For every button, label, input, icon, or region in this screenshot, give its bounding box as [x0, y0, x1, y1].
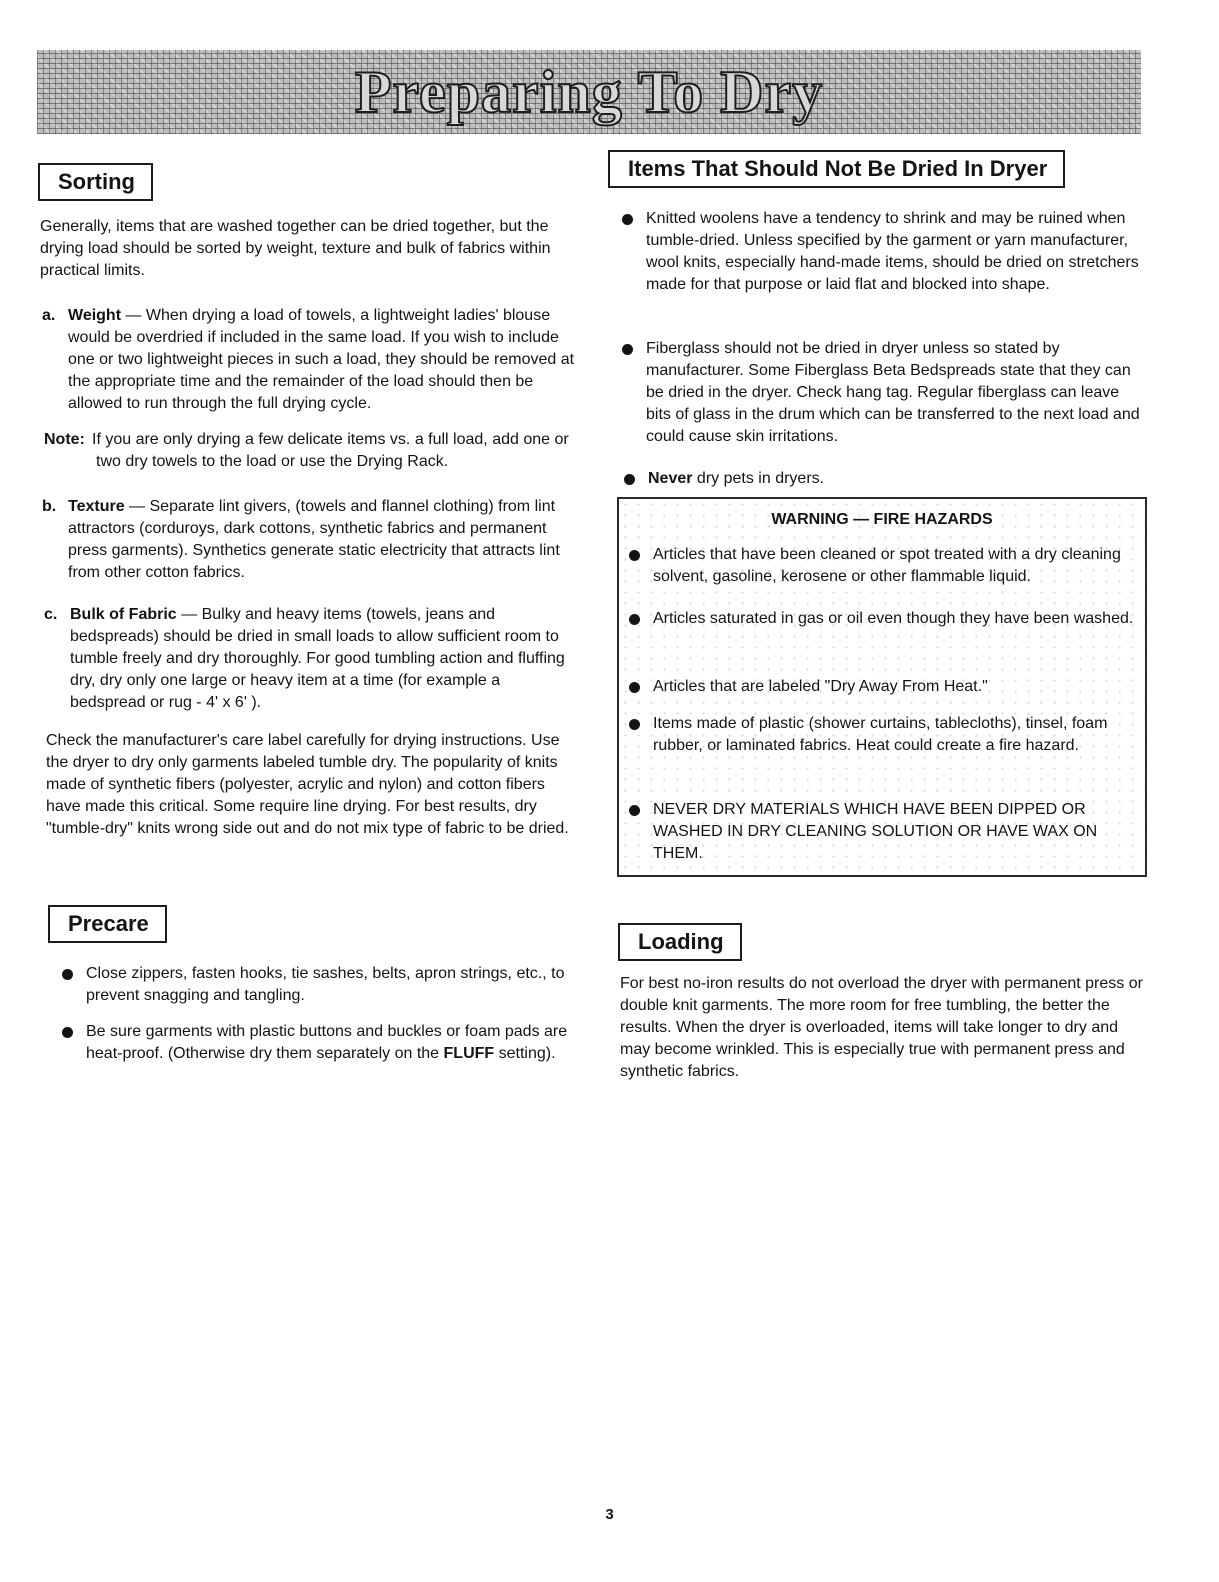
item-lead: Texture — [68, 498, 125, 515]
page-number: 3 — [605, 1506, 614, 1523]
note-text: If you are only drying a few delicate items vs. a full load, add one or two dry towels to the load or use the Drying Rack. — [92, 431, 569, 470]
item-marker: b. — [42, 498, 57, 515]
never-dry-pets-bullet — [624, 468, 1146, 490]
warning-bullet — [629, 608, 1135, 630]
title-banner — [37, 50, 1141, 134]
page-title: Preparing To Dry — [354, 59, 824, 125]
bullet-dot — [622, 344, 633, 355]
warning-bullet — [629, 799, 1135, 865]
fluff-setting-label: FLUFF — [443, 1045, 495, 1062]
sorting-item-weight — [42, 305, 578, 415]
bullet-text: Be sure garments with plastic buttons and buckles or foam pads are heat-proof. (Otherwise dry them separately on the — [86, 1023, 568, 1062]
not-dried-bullet — [622, 208, 1146, 296]
bullet-text: Items made of plastic (shower curtains, tablecloths), tinsel, foam rubber, or laminated fabrics. Heat could create a fire hazard. — [653, 715, 1108, 754]
item-lead: Weight — [68, 307, 122, 324]
bullet-text: Fiberglass should not be dried in dryer unless so stated by manufacturer. Some Fiberglass Beta Bedspreads state that they can be dried in the dryer. Check hang tag. Regular fiberglass can leave bits of glass in the drum which can be transferred to the next load and could cause skin irritations. — [646, 340, 1140, 445]
bullet-text: setting). — [494, 1045, 556, 1062]
bullet-dot — [629, 682, 640, 693]
not-dried-bullet — [622, 338, 1146, 448]
warning-title: WARNING — FIRE HAZARDS — [771, 511, 993, 528]
sorting-heading: Sorting — [38, 163, 153, 201]
never-label: Never — [648, 470, 693, 487]
fire-hazard-warning-box — [617, 497, 1147, 877]
loading-paragraph: For best no-iron results do not overload the dryer with permanent press or double knit garments. The more room for free tumbling, the better the results. When the dryer is overloaded, items will take longer to dry and may become wrinkled. This is especially true with permanent press and synthetic fabrics. — [620, 975, 1143, 1080]
bullet-text: Articles that have been cleaned or spot treated with a dry cleaning solvent, gasoline, kerosene or other flammable liquid. — [653, 546, 1121, 585]
warning-bullet — [629, 676, 1135, 698]
sorting-item-bulk — [44, 604, 578, 714]
bullet-dot — [629, 805, 640, 816]
item-marker: c. — [44, 606, 58, 623]
warning-bullet — [629, 713, 1135, 757]
loading-heading: Loading — [618, 923, 742, 961]
warning-bullet — [629, 544, 1135, 588]
sorting-intro: Generally, items that are washed together can be dried together, but the drying load should be sorted by weight, texture and bulk of fabrics within practical limits. — [40, 218, 551, 279]
bullet-dot — [622, 214, 633, 225]
bullet-text: dry pets in dryers. — [692, 470, 825, 487]
bullet-dot — [629, 719, 640, 730]
sorting-note — [44, 429, 578, 473]
not-dried-heading: Items That Should Not Be Dried In Dryer — [608, 150, 1065, 188]
note-label: Note: — [44, 431, 85, 448]
precare-bullet — [62, 963, 584, 1007]
bullet-dot — [624, 474, 635, 485]
item-lead: Bulk of Fabric — [70, 606, 177, 623]
item-text: — Separate lint givers, (towels and flannel clothing) from lint attractors (corduroys, dark cottons, synthetic fabrics and permanent press garments). Synthetics generate static electricity that attracts lint from other cotton fabrics. — [68, 498, 560, 581]
bullet-dot — [62, 969, 73, 980]
bullet-text: Articles saturated in gas or oil even though they have been washed. — [653, 610, 1134, 627]
care-label-paragraph: Check the manufacturer's care label carefully for drying instructions. Use the dryer to dry only garments labeled tumble dry. The popularity of knits made of synthetic fibers (polyester, acrylic and nylon) and cotton fibers have made this critical. Some require line drying. For best results, dry "tumble-dry" knits wrong side out and do not mix type of fabric to be dried. — [46, 732, 569, 837]
bullet-dot — [629, 614, 640, 625]
bullet-dot — [629, 550, 640, 561]
bullet-text: NEVER DRY MATERIALS WHICH HAVE BEEN DIPPED OR WASHED IN DRY CLEANING SOLUTION OR HAVE WAX ON THEM. — [653, 801, 1098, 862]
item-text: — When drying a load of towels, a lightweight ladies' blouse would be overdried if included in the same load. If you wish to include one or two lightweight pieces in such a load, they should be removed at the appropriate time and the remainder of the load should then be allowed to run through the full drying cycle. — [68, 307, 575, 412]
precare-heading: Precare — [48, 905, 167, 943]
item-text: — Bulky and heavy items (towels, jeans and bedspreads) should be dried in small loads to allow sufficient room to tumble freely and dry thoroughly. For good tumbling action and fluffing dry, dry only one large or heavy item at a time (for example a bedspread or rug - 4' x 6' ). — [70, 606, 565, 711]
precare-bullet — [62, 1021, 584, 1065]
bullet-text: Articles that are labeled "Dry Away From Heat." — [653, 678, 988, 695]
bullet-text: Close zippers, fasten hooks, tie sashes, belts, apron strings, etc., to prevent snagging and tangling. — [86, 965, 565, 1004]
bullet-dot — [62, 1027, 73, 1038]
sorting-item-texture — [42, 496, 578, 584]
item-marker: a. — [42, 307, 56, 324]
bullet-text: Knitted woolens have a tendency to shrink and may be ruined when tumble-dried. Unless specified by the garment or yarn manufacturer, wool knits, especially hand-made items, should be dried on stretchers made for that purpose or laid flat and blocked into shape. — [646, 210, 1139, 293]
